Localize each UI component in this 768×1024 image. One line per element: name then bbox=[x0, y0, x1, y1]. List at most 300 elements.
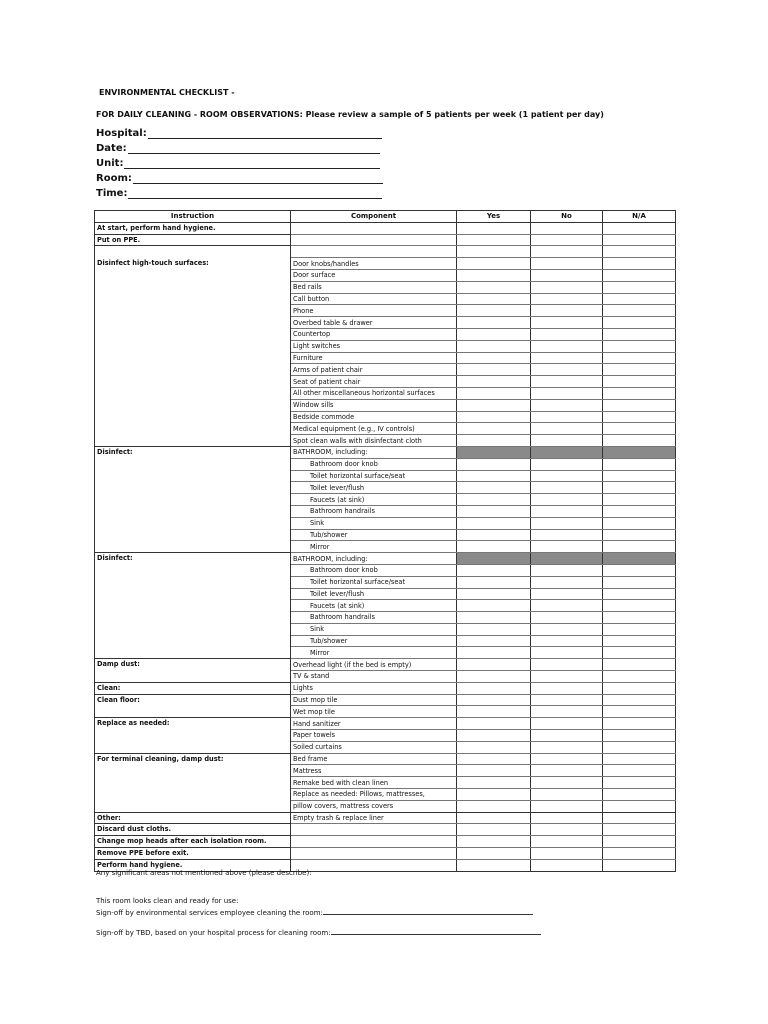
unit-field[interactable] bbox=[96, 158, 380, 169]
table-row bbox=[95, 812, 676, 824]
table-row bbox=[95, 305, 676, 317]
instruction-cell bbox=[95, 470, 291, 482]
checklist-table bbox=[94, 210, 676, 872]
component-cell: Mirror bbox=[291, 541, 457, 553]
checkbox-na-cell[interactable] bbox=[603, 364, 676, 376]
checkbox-yes-cell[interactable] bbox=[457, 623, 531, 635]
col-header-instruction: Instruction bbox=[95, 211, 291, 223]
checkbox-na-cell[interactable] bbox=[603, 836, 676, 848]
checkbox-no-cell[interactable] bbox=[531, 588, 603, 600]
checkbox-na-cell[interactable] bbox=[603, 765, 676, 777]
instruction-cell bbox=[95, 482, 291, 494]
checkbox-no-cell[interactable] bbox=[531, 564, 603, 576]
instruction-cell bbox=[95, 541, 291, 553]
component-cell: Door knobs/handles bbox=[291, 258, 457, 270]
checkbox-na-cell[interactable] bbox=[603, 859, 676, 871]
component-cell: Seat of patient chair bbox=[291, 376, 457, 388]
checkbox-yes-cell[interactable] bbox=[457, 529, 531, 541]
instruction-cell: For terminal cleaning, damp dust: bbox=[95, 753, 291, 765]
table-row bbox=[95, 765, 676, 777]
checkbox-yes-cell[interactable] bbox=[457, 423, 531, 435]
signoff-tbd-line[interactable] bbox=[331, 927, 541, 935]
instruction-cell: Discard dust cloths. bbox=[95, 824, 291, 836]
instruction-cell: At start, perform hand hygiene. bbox=[95, 222, 291, 234]
checkbox-no-cell[interactable] bbox=[531, 694, 603, 706]
table-row bbox=[95, 517, 676, 529]
checkbox-no-cell[interactable] bbox=[531, 859, 603, 871]
checkbox-na-cell[interactable] bbox=[603, 234, 676, 246]
checkbox-yes-cell[interactable] bbox=[457, 730, 531, 742]
checkbox-yes-cell[interactable] bbox=[457, 718, 531, 730]
col-header-na: N/A bbox=[603, 211, 676, 223]
checkbox-no-cell[interactable] bbox=[531, 848, 603, 860]
checkbox-na-cell[interactable] bbox=[603, 293, 676, 305]
checkbox-no-cell[interactable] bbox=[531, 753, 603, 765]
checkbox-na-cell[interactable] bbox=[603, 541, 676, 553]
checkbox-na-cell[interactable] bbox=[603, 564, 676, 576]
instruction-cell bbox=[95, 340, 291, 352]
component-cell bbox=[291, 246, 457, 258]
instruction-cell bbox=[95, 576, 291, 588]
checkbox-yes-cell[interactable] bbox=[457, 612, 531, 624]
table-row bbox=[95, 352, 676, 364]
checkbox-na-cell[interactable] bbox=[603, 635, 676, 647]
checkbox-no-cell[interactable] bbox=[531, 387, 603, 399]
checkbox-na-cell[interactable] bbox=[603, 671, 676, 683]
checkbox-no-cell[interactable] bbox=[531, 706, 603, 718]
checkbox-na-cell[interactable] bbox=[603, 812, 676, 824]
checkbox-yes-cell[interactable] bbox=[457, 305, 531, 317]
component-cell: Tub/shower bbox=[291, 529, 457, 541]
checkbox-na-cell[interactable] bbox=[603, 777, 676, 789]
checkbox-yes-cell[interactable] bbox=[457, 222, 531, 234]
date-line[interactable] bbox=[128, 143, 380, 154]
checkbox-na-cell[interactable] bbox=[603, 470, 676, 482]
checkbox-yes-cell[interactable] bbox=[457, 411, 531, 423]
checkbox-no-cell[interactable] bbox=[531, 671, 603, 683]
component-cell: Medical equipment (e.g., IV controls) bbox=[291, 423, 457, 435]
table-row bbox=[95, 777, 676, 789]
checkbox-na-cell[interactable] bbox=[603, 246, 676, 258]
room-line[interactable] bbox=[133, 173, 383, 184]
checkbox-yes-cell[interactable] bbox=[457, 777, 531, 789]
checkbox-no-cell[interactable] bbox=[531, 505, 603, 517]
component-cell: Furniture bbox=[291, 352, 457, 364]
checkbox-na-cell[interactable] bbox=[603, 269, 676, 281]
checkbox-yes-cell[interactable] bbox=[457, 293, 531, 305]
component-cell: Replace as needed: Pillows, mattresses, bbox=[291, 789, 457, 801]
checkbox-no-cell[interactable] bbox=[531, 328, 603, 340]
date-label: Date: bbox=[96, 143, 127, 154]
checkbox-no-cell[interactable] bbox=[531, 482, 603, 494]
checkbox-na-cell[interactable] bbox=[603, 848, 676, 860]
signoff-employee-label: Sign-off by environmental services employee cleaning the room: bbox=[96, 909, 323, 917]
instruction-cell bbox=[95, 293, 291, 305]
table-row bbox=[95, 753, 676, 765]
checkbox-na-cell[interactable] bbox=[603, 741, 676, 753]
checkbox-na-cell[interactable] bbox=[603, 612, 676, 624]
checkbox-yes-cell[interactable] bbox=[457, 494, 531, 506]
checkbox-no-cell[interactable] bbox=[531, 435, 603, 447]
signoff-employee-line[interactable] bbox=[323, 907, 533, 915]
checkbox-no-cell[interactable] bbox=[531, 258, 603, 270]
component-cell: Lights bbox=[291, 682, 457, 694]
checkbox-yes-cell[interactable] bbox=[457, 281, 531, 293]
checkbox-na-cell[interactable] bbox=[603, 718, 676, 730]
table-row bbox=[95, 293, 676, 305]
checkbox-yes-cell[interactable] bbox=[457, 635, 531, 647]
checkbox-yes-cell[interactable] bbox=[457, 576, 531, 588]
component-cell: TV & stand bbox=[291, 671, 457, 683]
checkbox-no-cell[interactable] bbox=[531, 269, 603, 281]
table-row bbox=[95, 682, 676, 694]
checkbox-na-cell[interactable] bbox=[603, 623, 676, 635]
table-row bbox=[95, 364, 676, 376]
col-header-component: Component bbox=[291, 211, 457, 223]
component-cell: Bedside commode bbox=[291, 411, 457, 423]
checkbox-no-cell[interactable] bbox=[531, 647, 603, 659]
checkbox-yes-cell bbox=[457, 553, 531, 565]
checkbox-yes-cell[interactable] bbox=[457, 246, 531, 258]
instruction-cell bbox=[95, 411, 291, 423]
component-cell: Faucets (at sink) bbox=[291, 600, 457, 612]
checkbox-no-cell[interactable] bbox=[531, 659, 603, 671]
component-cell: Bed rails bbox=[291, 281, 457, 293]
checkbox-yes-cell[interactable] bbox=[457, 836, 531, 848]
checkbox-yes-cell[interactable] bbox=[457, 682, 531, 694]
instruction-cell bbox=[95, 458, 291, 470]
instruction-cell bbox=[95, 612, 291, 624]
checkbox-no-cell[interactable] bbox=[531, 517, 603, 529]
table-row bbox=[95, 848, 676, 860]
component-cell bbox=[291, 234, 457, 246]
component-cell: Spot clean walls with disinfectant cloth bbox=[291, 435, 457, 447]
checkbox-na-cell[interactable] bbox=[603, 517, 676, 529]
checkbox-yes-cell[interactable] bbox=[457, 376, 531, 388]
checkbox-yes-cell[interactable] bbox=[457, 458, 531, 470]
table-row bbox=[95, 505, 676, 517]
signoff-tbd[interactable] bbox=[96, 927, 541, 937]
table-row bbox=[95, 482, 676, 494]
table-row bbox=[95, 659, 676, 671]
instruction-cell bbox=[95, 505, 291, 517]
table-row bbox=[95, 458, 676, 470]
checkbox-no-cell[interactable] bbox=[531, 340, 603, 352]
checkbox-no-cell bbox=[531, 446, 603, 458]
component-cell: Wet mop tile bbox=[291, 706, 457, 718]
component-cell: Bathroom handrails bbox=[291, 612, 457, 624]
checkbox-na-cell[interactable] bbox=[603, 824, 676, 836]
instruction-cell bbox=[95, 246, 291, 258]
hospital-field[interactable] bbox=[96, 128, 382, 139]
checkbox-na-cell[interactable] bbox=[603, 706, 676, 718]
checkbox-yes-cell[interactable] bbox=[457, 564, 531, 576]
checkbox-yes-cell[interactable] bbox=[457, 505, 531, 517]
instruction-cell bbox=[95, 730, 291, 742]
checkbox-na-cell[interactable] bbox=[603, 387, 676, 399]
checkbox-yes-cell[interactable] bbox=[457, 317, 531, 329]
checkbox-yes-cell[interactable] bbox=[457, 706, 531, 718]
instruction-cell bbox=[95, 364, 291, 376]
table-row bbox=[95, 800, 676, 812]
table-row bbox=[95, 824, 676, 836]
checkbox-no-cell[interactable] bbox=[531, 812, 603, 824]
component-cell: Mirror bbox=[291, 647, 457, 659]
component-cell: All other miscellaneous horizontal surfaces bbox=[291, 387, 457, 399]
checkbox-na-cell[interactable] bbox=[603, 730, 676, 742]
component-cell: Remake bed with clean linen bbox=[291, 777, 457, 789]
checkbox-na-cell[interactable] bbox=[603, 576, 676, 588]
checkbox-yes-cell[interactable] bbox=[457, 234, 531, 246]
checkbox-no-cell[interactable] bbox=[531, 364, 603, 376]
checkbox-na-cell[interactable] bbox=[603, 305, 676, 317]
checkbox-no-cell[interactable] bbox=[531, 824, 603, 836]
component-cell: Bathroom door knob bbox=[291, 564, 457, 576]
table-row bbox=[95, 588, 676, 600]
checkbox-no-cell[interactable] bbox=[531, 281, 603, 293]
checkbox-na-cell[interactable] bbox=[603, 600, 676, 612]
table-header bbox=[95, 211, 676, 223]
checkbox-yes-cell[interactable] bbox=[457, 470, 531, 482]
checkbox-yes-cell[interactable] bbox=[457, 859, 531, 871]
instruction-cell bbox=[95, 564, 291, 576]
document-subtitle: FOR DAILY CLEANING - ROOM OBSERVATIONS: Please review a sample of 5 patients per week (1 patient per day) bbox=[96, 110, 604, 119]
instruction-cell: Clean: bbox=[95, 682, 291, 694]
checkbox-no-cell[interactable] bbox=[531, 352, 603, 364]
checkbox-na-cell[interactable] bbox=[603, 588, 676, 600]
instruction-cell bbox=[95, 281, 291, 293]
component-cell: Toilet lever/flush bbox=[291, 588, 457, 600]
checkbox-na-cell[interactable] bbox=[603, 458, 676, 470]
checkbox-yes-cell[interactable] bbox=[457, 812, 531, 824]
checkbox-na-cell[interactable] bbox=[603, 435, 676, 447]
checkbox-yes-cell[interactable] bbox=[457, 753, 531, 765]
component-cell: Bathroom handrails bbox=[291, 505, 457, 517]
checkbox-na-cell[interactable] bbox=[603, 753, 676, 765]
checkbox-yes-cell[interactable] bbox=[457, 435, 531, 447]
checkbox-na-cell[interactable] bbox=[603, 376, 676, 388]
checkbox-na-cell[interactable] bbox=[603, 281, 676, 293]
checkbox-yes-cell[interactable] bbox=[457, 647, 531, 659]
checkbox-na-cell[interactable] bbox=[603, 529, 676, 541]
checkbox-no-cell[interactable] bbox=[531, 800, 603, 812]
checkbox-yes-cell[interactable] bbox=[457, 588, 531, 600]
checkbox-no-cell[interactable] bbox=[531, 399, 603, 411]
component-cell: Overbed table & drawer bbox=[291, 317, 457, 329]
checkbox-yes-cell[interactable] bbox=[457, 765, 531, 777]
checkbox-no-cell[interactable] bbox=[531, 234, 603, 246]
table-row bbox=[95, 706, 676, 718]
hospital-line[interactable] bbox=[148, 128, 382, 139]
instruction-cell bbox=[95, 269, 291, 281]
checkbox-na-cell[interactable] bbox=[603, 328, 676, 340]
component-cell: BATHROOM, including: bbox=[291, 446, 457, 458]
checkbox-na-cell[interactable] bbox=[603, 399, 676, 411]
checkbox-na-cell[interactable] bbox=[603, 789, 676, 801]
checkbox-no-cell[interactable] bbox=[531, 836, 603, 848]
instruction-cell: Change mop heads after each isolation room. bbox=[95, 836, 291, 848]
checkbox-no-cell[interactable] bbox=[531, 470, 603, 482]
table-row bbox=[95, 635, 676, 647]
checkbox-na-cell[interactable] bbox=[603, 647, 676, 659]
checkbox-no-cell[interactable] bbox=[531, 246, 603, 258]
instruction-cell: Clean floor: bbox=[95, 694, 291, 706]
checkbox-no-cell[interactable] bbox=[531, 718, 603, 730]
checkbox-na-cell[interactable] bbox=[603, 352, 676, 364]
checkbox-no-cell[interactable] bbox=[531, 293, 603, 305]
checkbox-no-cell[interactable] bbox=[531, 423, 603, 435]
checkbox-no-cell[interactable] bbox=[531, 411, 603, 423]
checkbox-na-cell[interactable] bbox=[603, 505, 676, 517]
document-title: ENVIRONMENTAL CHECKLIST - bbox=[99, 88, 235, 97]
component-cell: Sink bbox=[291, 623, 457, 635]
instruction-cell bbox=[95, 706, 291, 718]
checkbox-yes-cell[interactable] bbox=[457, 399, 531, 411]
checkbox-na-cell[interactable] bbox=[603, 800, 676, 812]
checkbox-yes-cell[interactable] bbox=[457, 824, 531, 836]
checkbox-yes-cell[interactable] bbox=[457, 541, 531, 553]
instruction-cell bbox=[95, 305, 291, 317]
table-row bbox=[95, 789, 676, 801]
checkbox-no-cell[interactable] bbox=[531, 765, 603, 777]
component-cell: Light switches bbox=[291, 340, 457, 352]
instruction-cell bbox=[95, 777, 291, 789]
time-line[interactable] bbox=[128, 188, 382, 199]
checkbox-na-cell[interactable] bbox=[603, 258, 676, 270]
checkbox-na-cell[interactable] bbox=[603, 340, 676, 352]
checkbox-yes-cell[interactable] bbox=[457, 600, 531, 612]
instruction-cell bbox=[95, 765, 291, 777]
table-row bbox=[95, 600, 676, 612]
component-cell: Tub/shower bbox=[291, 635, 457, 647]
instruction-cell bbox=[95, 588, 291, 600]
instruction-cell: Disinfect high-touch surfaces: bbox=[95, 258, 291, 270]
checkbox-yes-cell[interactable] bbox=[457, 694, 531, 706]
checkbox-na-cell[interactable] bbox=[603, 423, 676, 435]
checkbox-no-cell[interactable] bbox=[531, 494, 603, 506]
checkbox-no-cell[interactable] bbox=[531, 730, 603, 742]
checkbox-no-cell[interactable] bbox=[531, 612, 603, 624]
instruction-cell: Perform hand hygiene. bbox=[95, 859, 291, 871]
instruction-cell bbox=[95, 529, 291, 541]
table-row bbox=[95, 612, 676, 624]
checkbox-no-cell[interactable] bbox=[531, 635, 603, 647]
checkbox-na-cell[interactable] bbox=[603, 682, 676, 694]
component-cell: Window sills bbox=[291, 399, 457, 411]
checkbox-no-cell[interactable] bbox=[531, 600, 603, 612]
checkbox-yes-cell[interactable] bbox=[457, 741, 531, 753]
signoff-employee[interactable] bbox=[96, 907, 533, 917]
instruction-cell bbox=[95, 317, 291, 329]
checkbox-no-cell[interactable] bbox=[531, 458, 603, 470]
checkbox-yes-cell bbox=[457, 446, 531, 458]
checkbox-yes-cell[interactable] bbox=[457, 364, 531, 376]
checkbox-na-cell[interactable] bbox=[603, 482, 676, 494]
checkbox-no-cell[interactable] bbox=[531, 317, 603, 329]
checkbox-na-cell[interactable] bbox=[603, 317, 676, 329]
instruction-cell bbox=[95, 399, 291, 411]
checkbox-yes-cell[interactable] bbox=[457, 258, 531, 270]
checkbox-no-cell[interactable] bbox=[531, 623, 603, 635]
checkbox-no-cell[interactable] bbox=[531, 576, 603, 588]
instruction-cell: Disinfect: bbox=[95, 446, 291, 458]
checkbox-no-cell bbox=[531, 553, 603, 565]
instruction-cell bbox=[95, 423, 291, 435]
checkbox-no-cell[interactable] bbox=[531, 789, 603, 801]
checkbox-na-cell[interactable] bbox=[603, 694, 676, 706]
checkbox-yes-cell[interactable] bbox=[457, 352, 531, 364]
checkbox-yes-cell[interactable] bbox=[457, 848, 531, 860]
component-cell: Toilet lever/flush bbox=[291, 482, 457, 494]
table-row bbox=[95, 258, 676, 270]
checkbox-yes-cell[interactable] bbox=[457, 789, 531, 801]
instruction-cell bbox=[95, 647, 291, 659]
checkbox-no-cell[interactable] bbox=[531, 529, 603, 541]
table-row bbox=[95, 234, 676, 246]
time-field[interactable] bbox=[96, 188, 382, 199]
checkbox-na-cell[interactable] bbox=[603, 659, 676, 671]
room-label: Room: bbox=[96, 173, 132, 184]
checkbox-no-cell[interactable] bbox=[531, 682, 603, 694]
checkbox-no-cell[interactable] bbox=[531, 741, 603, 753]
clean-ready-text: This room looks clean and ready for use: bbox=[96, 897, 239, 905]
checkbox-yes-cell[interactable] bbox=[457, 340, 531, 352]
checkbox-yes-cell[interactable] bbox=[457, 659, 531, 671]
component-cell bbox=[291, 222, 457, 234]
checkbox-no-cell[interactable] bbox=[531, 541, 603, 553]
room-field[interactable] bbox=[96, 173, 383, 184]
checkbox-na-cell[interactable] bbox=[603, 494, 676, 506]
table-row bbox=[95, 222, 676, 234]
checkbox-yes-cell[interactable] bbox=[457, 800, 531, 812]
checkbox-yes-cell[interactable] bbox=[457, 328, 531, 340]
checkbox-no-cell[interactable] bbox=[531, 777, 603, 789]
checkbox-no-cell[interactable] bbox=[531, 222, 603, 234]
instruction-cell bbox=[95, 328, 291, 340]
component-cell: Phone bbox=[291, 305, 457, 317]
checkbox-yes-cell[interactable] bbox=[457, 387, 531, 399]
instruction-cell: Remove PPE before exit. bbox=[95, 848, 291, 860]
component-cell: Mattress bbox=[291, 765, 457, 777]
unit-line[interactable] bbox=[124, 158, 380, 169]
checkbox-yes-cell[interactable] bbox=[457, 482, 531, 494]
component-cell bbox=[291, 848, 457, 860]
checkbox-no-cell[interactable] bbox=[531, 376, 603, 388]
checkbox-na-cell[interactable] bbox=[603, 411, 676, 423]
checkbox-na-cell bbox=[603, 553, 676, 565]
instruction-cell: Damp dust: bbox=[95, 659, 291, 671]
checkbox-yes-cell[interactable] bbox=[457, 671, 531, 683]
table-row bbox=[95, 730, 676, 742]
table-row bbox=[95, 446, 676, 458]
table-row bbox=[95, 647, 676, 659]
date-field[interactable] bbox=[96, 143, 380, 154]
component-cell: Bathroom door knob bbox=[291, 458, 457, 470]
checkbox-na-cell bbox=[603, 446, 676, 458]
checkbox-no-cell[interactable] bbox=[531, 305, 603, 317]
instruction-cell bbox=[95, 800, 291, 812]
table-row bbox=[95, 328, 676, 340]
table-row bbox=[95, 623, 676, 635]
component-cell: Countertop bbox=[291, 328, 457, 340]
table-row bbox=[95, 281, 676, 293]
checkbox-na-cell[interactable] bbox=[603, 222, 676, 234]
checkbox-yes-cell[interactable] bbox=[457, 269, 531, 281]
component-cell: Door surface bbox=[291, 269, 457, 281]
table-row bbox=[95, 494, 676, 506]
instruction-cell bbox=[95, 387, 291, 399]
checkbox-yes-cell[interactable] bbox=[457, 517, 531, 529]
